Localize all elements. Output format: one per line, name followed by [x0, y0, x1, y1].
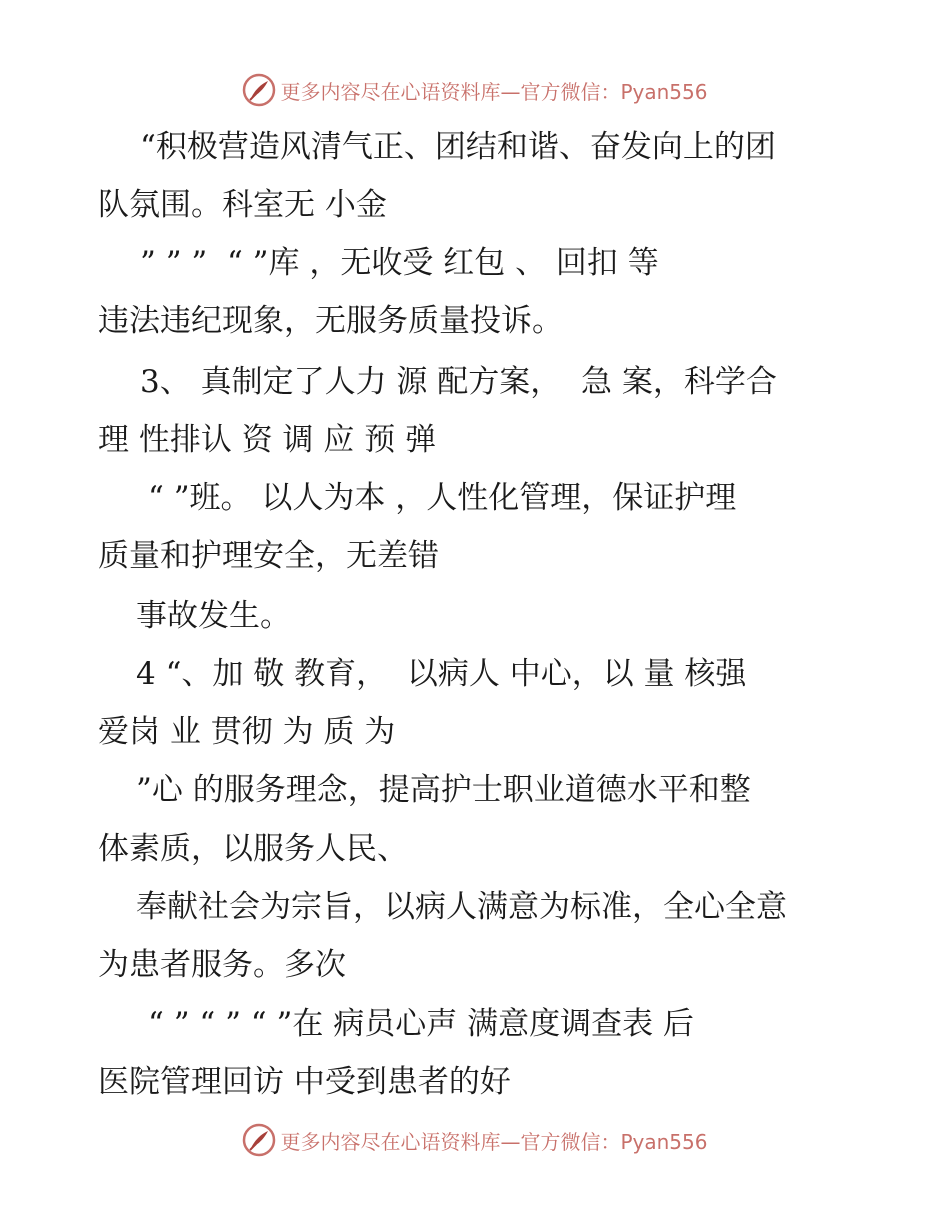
footer-banner-text: 更多内容尽在心语资料库—官方微信：Pyan556 [280, 1129, 708, 1154]
text-line: 违法违纪现象，无服务质量投诉。 [98, 303, 563, 339]
text-line: ” ” ” “ ”库 ，无收受 红包 、 回扣 等 [140, 245, 659, 281]
footer-banner-content [242, 1123, 707, 1157]
text-line: 理 性排认 资 调 应 预 弹 [98, 422, 437, 458]
text-line: 队氛围。科室无 小金 [98, 187, 387, 223]
text-line: “ ”班。 以人为本 ，人性化管理，保证护理 [148, 480, 737, 516]
text-line: 体素质，以服务人民、 [98, 831, 408, 867]
text-line: 为患者服务。多次 [98, 947, 346, 983]
text-line: “ ” “ ” “ ”在 病员心声 满意度调查表 后 [148, 1006, 694, 1042]
text-line: 爱岗 业 贯彻 为 质 为 [98, 714, 396, 750]
footer-banner [0, 1120, 950, 1160]
text-line: “积极营造风清气正、团结和谐、奋发向上的团 [140, 129, 776, 165]
text-line: 3、 真制定了人力 源 配方案， 急 案，科学合 [140, 364, 777, 400]
feather-pen-logo-icon [242, 1123, 276, 1157]
text-line: 事故发生。 [136, 598, 291, 634]
text-line: ”心 的服务理念，提高护士职业道德水平和整 [136, 772, 751, 808]
header-banner-text: 更多内容尽在心语资料库—官方微信：Pyan556 [280, 79, 708, 104]
text-line: 质量和护理安全，无差错 [98, 538, 439, 574]
text-line: 医院管理回访 中受到患者的好 [98, 1064, 511, 1100]
text-line: 奉献社会为宗旨，以病人满意为标准，全心全意 [136, 889, 787, 925]
text-line: 4 “、加 敬 教育， 以病人 中心，以 量 核强 [136, 656, 747, 692]
